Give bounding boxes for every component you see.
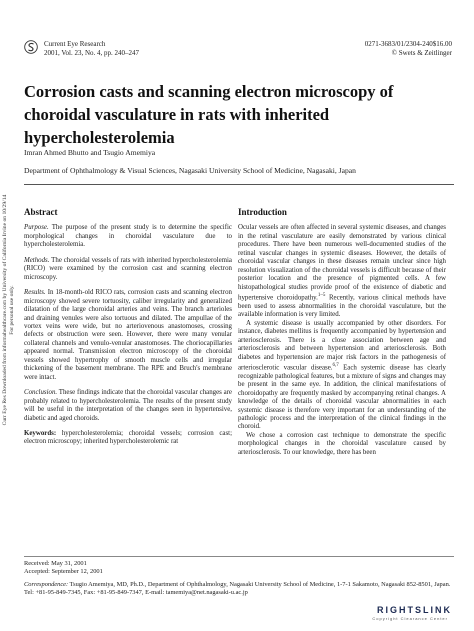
- issn-header: [365, 40, 452, 58]
- header-divider: [24, 184, 454, 185]
- conclusion-label: Conclusion.: [24, 389, 58, 397]
- conclusion-text: These findings indicate that the choroidal vascular changes are probably related to hypercholesterolemia. The results of the present study will be useful in the interpretation of the changes seen in hypertensive, diabetic and aged choroids.: [24, 389, 232, 422]
- intro-paragraph-1: [238, 224, 446, 319]
- correspondence: [24, 581, 454, 597]
- keywords-text: hypercholesterolemia; choroidal vessels; corrosion cast; electron microscopy; inherited hypercholesterolemic rat: [24, 429, 232, 446]
- intro-p2-text: A systemic disease is usually accompanied by other disorders. For instance, diabetes mellitus is frequently accompanied by hypertension and arteriosclerosis. There is a close association between age and arteriosclerosis and between hypertension and arteriosclerosis. Both diabetes and hypertension are major risk factors in the pathogenesis of arteriosclerotic vascular disease.: [238, 319, 446, 372]
- copyright-notice: © Swets & Zeitlinger: [391, 49, 452, 57]
- journal-citation: 2001, Vol. 23, No. 4, pp. 240–247: [44, 49, 140, 57]
- abstract-purpose: [24, 224, 232, 249]
- methods-text: The choroidal vessels of rats with inherited hypercholesterolemia (RICO) were examined by the corrosion cast and scanning electron microscopy.: [24, 256, 232, 281]
- rightslink-logo[interactable]: RIGHTSLINK: [377, 605, 452, 615]
- keywords-label: Keywords:: [24, 429, 57, 437]
- correspondence-text: Tsugio Amemiya, MD, Ph.D., Department of Ophthalmology, Nagasaki University School of Medicine, 1-7-1 Sakamoto, Nagasaki 852-8501, Japan. Tel: +81-95-849-7345, Fax: +81-95-849-7347, E-mail: tamemiya@net.nagasaki-u.ac.jp: [24, 581, 451, 596]
- article-authors: Imran Ahmed Bhutto and Tsugio Amemiya: [24, 148, 156, 157]
- intro-p1-text: Ocular vessels are often affected in several systemic diseases, and changes in the retinal vasculature are easily demonstrated by various clinical procedures. There have been numerous well-documented studies of the retinal vascular changes in systemic diseases. However, the details of choroidal vascular changes in these diseases remain unclear since high resolution visualization of the choroidal vessels is difficult because of their posterior location and the presence of pigmented cells. A few histopathological studies provide proof of the existence of diabetic and hypertensive choroidopathy.: [238, 224, 446, 302]
- abstract-section: [24, 208, 232, 454]
- publisher-logo-icon: [24, 40, 38, 54]
- citation-ref: 6,7: [332, 363, 339, 368]
- intro-p2-text-cont: Each systemic disease has clearly recognizable pathological features, but a mixture of signs and changes may be present in the same eye. In addition, the clinical manifestations of choroidopathy are frequently masked by accompanying retinal changes. A knowledge of the details of choroidal vascular abnormalities in each systemic disease is therefore very important for an understanding of the pathologic process and the interpretation of the clinical findings in the choroid.: [238, 364, 447, 431]
- issn-code: 0271-3683/01/2304-240$16.00: [364, 40, 452, 48]
- results-text: In 18-month-old RICO rats, corrosion casts and scanning electron microscopy showed severe tortuosity, caliber irregularity and generalized dilatation of the large choroidal arteries and veins. The branch arterioles and draining venules were also tortuous and dilated. The ampullae of the vortex veins were wide, but no arteriovenous anastomoses, crossing defects or obstruction were seen. However, there were many venular collateral channels and venulo-venular anastomoses. The choriocapillaries appeared normal. Transmission electron microscopy of the choroidal vessels showed hypertrophy of smooth muscle cells and irregular thickening of the basement membrane. The RPE and Bruch's membrane were intact.: [24, 289, 232, 381]
- intro-paragraph-3: We chose a corrosion cast technique to demonstrate the specific morphological changes in the choroidal vasculature caused by arteriosclerosis. To our knowledge, there has been: [238, 431, 446, 456]
- accepted-date: Accepted: September 12, 2001: [24, 568, 103, 575]
- intro-p1-text-cont: Recently, various clinical methods have been used to assess abnormalities in the choroidal vasculature, but the available information is very limited.: [238, 294, 446, 319]
- correspondence-label: Correspondence:: [24, 581, 69, 588]
- journal-header: [44, 40, 139, 58]
- watermark-line-2: For personal use only.: [9, 285, 15, 335]
- abstract-conclusion: [24, 389, 232, 423]
- introduction-heading: Introduction: [238, 207, 287, 217]
- introduction-section: [238, 208, 446, 457]
- purpose-label: Purpose.: [24, 224, 49, 232]
- journal-name: Current Eye Research: [44, 40, 106, 48]
- methods-label: Methods.: [24, 256, 50, 264]
- abstract-keywords: [24, 430, 232, 447]
- rightslink-subtitle: Copyright Clearance Center: [372, 616, 448, 621]
- article-title: Corrosion casts and scanning electron microscopy of choroidal vasculature in rats with inherited hypercholesterolemia: [24, 82, 394, 147]
- received-date: Received: May 31, 2001: [24, 560, 87, 567]
- purpose-text: The purpose of the present study is to determine the specific morphological changes in choroidal vasculature due to hypercholesterolemia.: [24, 224, 232, 249]
- abstract-methods: [24, 257, 232, 282]
- citation-ref: 1–5: [317, 293, 326, 299]
- article-footer: [24, 560, 454, 597]
- watermark-line-1: Curr Eye Res Downloaded from informahealthcare.com by University of California Irvine on 10/29/14: [2, 194, 8, 426]
- article-affiliation: Department of Ophthalmology & Visual Sciences, Nagasaki University School of Medicine, Nagasaki, Japan: [24, 166, 356, 175]
- abstract-results: [24, 289, 232, 382]
- intro-paragraph-2: [238, 320, 446, 432]
- results-label: Results.: [24, 289, 46, 297]
- abstract-heading: Abstract: [24, 207, 58, 217]
- footer-divider: [24, 556, 454, 557]
